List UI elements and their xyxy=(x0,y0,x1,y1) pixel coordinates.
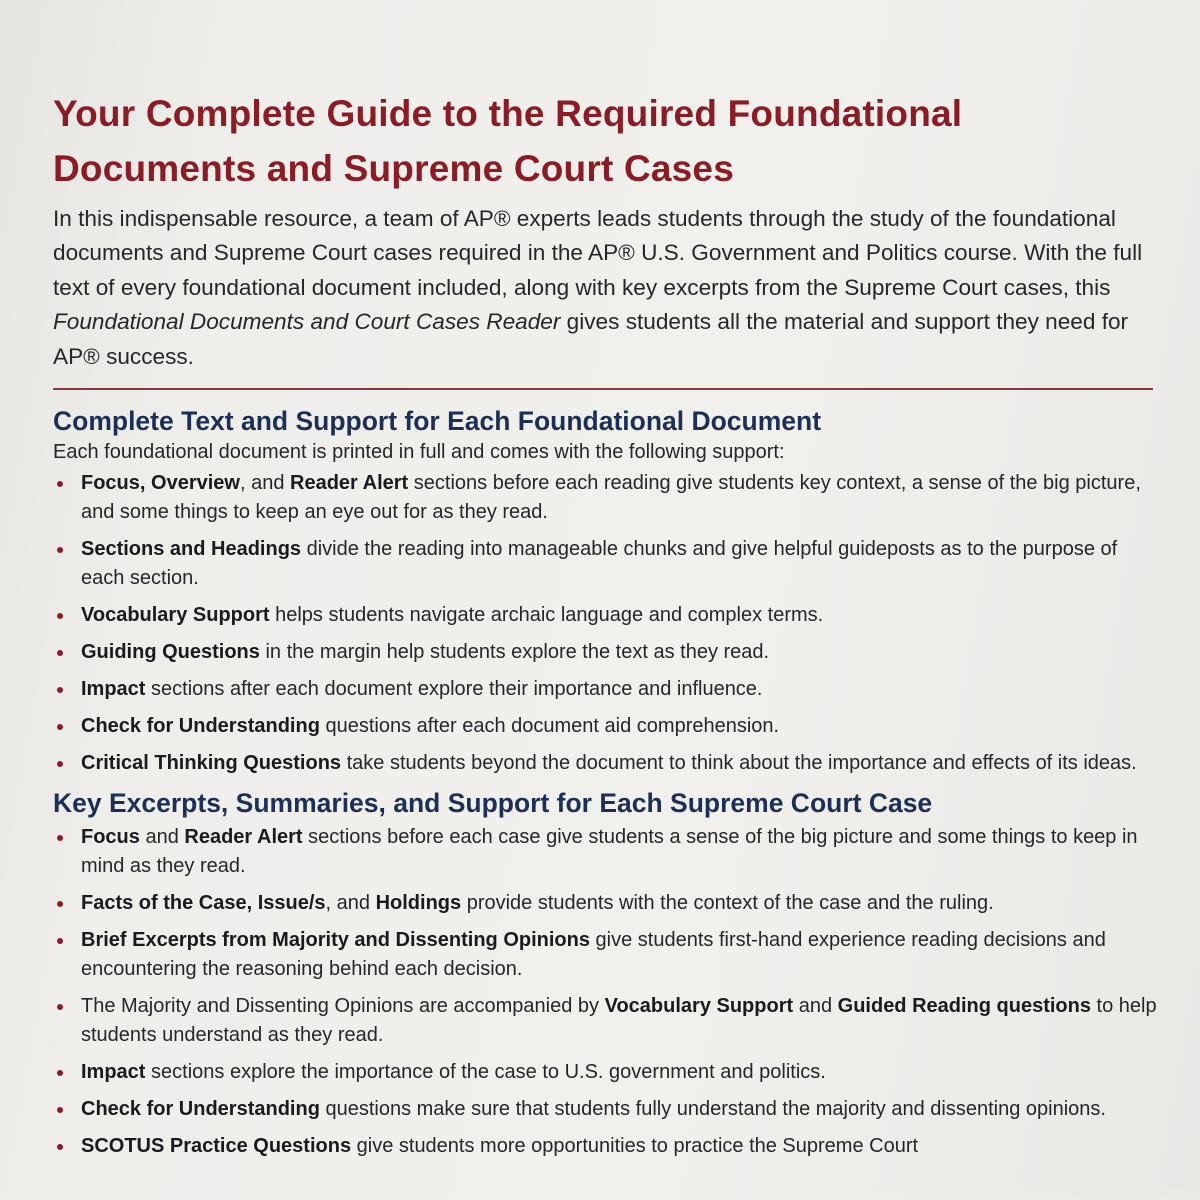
bold-term: Guiding Questions xyxy=(81,641,260,664)
list-item xyxy=(53,1095,1161,1124)
bold-term: Check for Understanding xyxy=(81,715,320,738)
item-text: sections after each document explore their importance and influence. xyxy=(145,678,763,701)
bullet-icon xyxy=(57,687,63,693)
list-item xyxy=(53,675,1161,704)
bold-term: Impact xyxy=(81,678,146,701)
bullet-icon xyxy=(57,1107,63,1113)
section-lead-text: Each foundational document is printed in full and comes with the following support: xyxy=(53,441,785,464)
cover-content xyxy=(53,86,1163,1169)
title-line-1: Your Complete Guide to the Required Foundational xyxy=(53,93,963,134)
list-item xyxy=(53,823,1161,881)
bold-term: Impact xyxy=(81,1061,146,1084)
documents-support-list xyxy=(53,469,1163,778)
bold-term: Guided Reading questions xyxy=(837,995,1091,1018)
bullet-icon xyxy=(57,1004,63,1010)
item-text: and xyxy=(793,995,838,1018)
bullet-icon xyxy=(57,938,63,944)
list-item xyxy=(53,926,1161,984)
list-item xyxy=(53,1132,1161,1161)
item-text: The Majority and Dissenting Opinions are accompanied by xyxy=(81,995,605,1018)
item-text: to help students understand as they read. xyxy=(81,995,1157,1047)
item-text: helps students navigate archaic language and complex terms. xyxy=(269,604,824,627)
item-text: sections before each reading give students key context, a sense of the big picture, and some things to keep an eye out for as they read. xyxy=(81,472,1141,524)
bullet-icon xyxy=(57,650,63,656)
bold-term: SCOTUS Practice Questions xyxy=(81,1135,352,1158)
item-text: in the margin help students explore the text as they read. xyxy=(259,641,770,664)
bold-term: Sections and Headings xyxy=(81,538,302,561)
bold-term: Reader Alert xyxy=(184,826,303,849)
list-item xyxy=(53,469,1161,527)
bullet-icon xyxy=(57,1070,63,1076)
item-text: sections before each case give students a sense of the big picture and some things to keep in mind as they read. xyxy=(81,826,1138,878)
bold-term: Reader Alert xyxy=(290,472,409,495)
page-title xyxy=(53,86,1163,196)
item-text: questions after each document aid comprehension. xyxy=(319,715,780,738)
list-item xyxy=(53,889,1161,918)
section-heading-documents: Complete Text and Support for Each Foundational Document xyxy=(53,406,822,437)
bullet-icon xyxy=(57,901,63,907)
bold-term: Brief Excerpts from Majority and Dissenting Opinions xyxy=(81,929,590,952)
bullet-icon xyxy=(57,724,63,730)
bold-term: Vocabulary Support xyxy=(604,995,794,1018)
item-text: questions make sure that students fully understand the majority and dissenting opinions. xyxy=(319,1098,1106,1121)
intro-book-title: Foundational Documents and Court Cases Reader xyxy=(53,309,561,335)
item-text: divide the reading into manageable chunks and give helpful guideposts as to the purpose of each section. xyxy=(81,538,1118,590)
bold-term: Facts of the Case, Issue/s xyxy=(81,892,326,915)
intro-text-2: gives students all the material and support they need for AP® success. xyxy=(53,309,1129,369)
bold-term: Holdings xyxy=(375,892,462,915)
list-item xyxy=(53,601,1161,630)
list-item xyxy=(53,992,1161,1050)
intro-text-1: In this indispensable resource, a team of AP® experts leads students through the study of the foundational documents and Supreme Court cases required in the AP® U.S. Government and Politics course. With the full text of every foundational document included, along with key excerpts from the Supreme Court cases, this xyxy=(53,206,1143,300)
list-item xyxy=(53,638,1161,667)
bold-term: Focus, Overview xyxy=(81,472,240,495)
item-text: sections explore the importance of the case to U.S. government and politics. xyxy=(145,1061,826,1084)
bold-term: Focus xyxy=(81,826,140,849)
court-case-support-list xyxy=(53,823,1163,1161)
item-text: , and xyxy=(239,472,291,495)
item-text: and xyxy=(139,826,185,849)
item-text: give students first-hand experience reading decisions and encountering the reasoning behind each decision. xyxy=(81,929,1106,981)
bullet-icon xyxy=(57,761,63,767)
bold-term: Check for Understanding xyxy=(81,1098,320,1121)
list-item xyxy=(53,712,1161,741)
section-heading-court-cases: Key Excerpts, Summaries, and Support for Each Supreme Court Case xyxy=(53,788,933,819)
item-text: take students beyond the document to think about the importance and effects of its ideas. xyxy=(341,752,1137,775)
title-line-2: Documents and Supreme Court Cases xyxy=(53,148,734,189)
list-item xyxy=(53,535,1161,593)
bullet-icon xyxy=(57,613,63,619)
item-text: provide students with the context of the case and the ruling. xyxy=(461,892,994,915)
bottom-edge-fade xyxy=(0,1186,1200,1200)
bold-term: Vocabulary Support xyxy=(81,604,270,627)
item-text: , and xyxy=(325,892,376,915)
intro-paragraph xyxy=(53,202,1153,374)
bullet-icon xyxy=(57,547,63,553)
bold-term: Critical Thinking Questions xyxy=(81,752,342,775)
bullet-icon xyxy=(57,1144,63,1150)
list-item xyxy=(53,749,1161,778)
bullet-icon xyxy=(57,835,63,841)
list-item xyxy=(53,1058,1161,1087)
bullet-icon xyxy=(57,481,63,487)
item-text: give students more opportunities to practice the Supreme Court xyxy=(351,1135,919,1158)
divider-rule xyxy=(53,388,1153,390)
